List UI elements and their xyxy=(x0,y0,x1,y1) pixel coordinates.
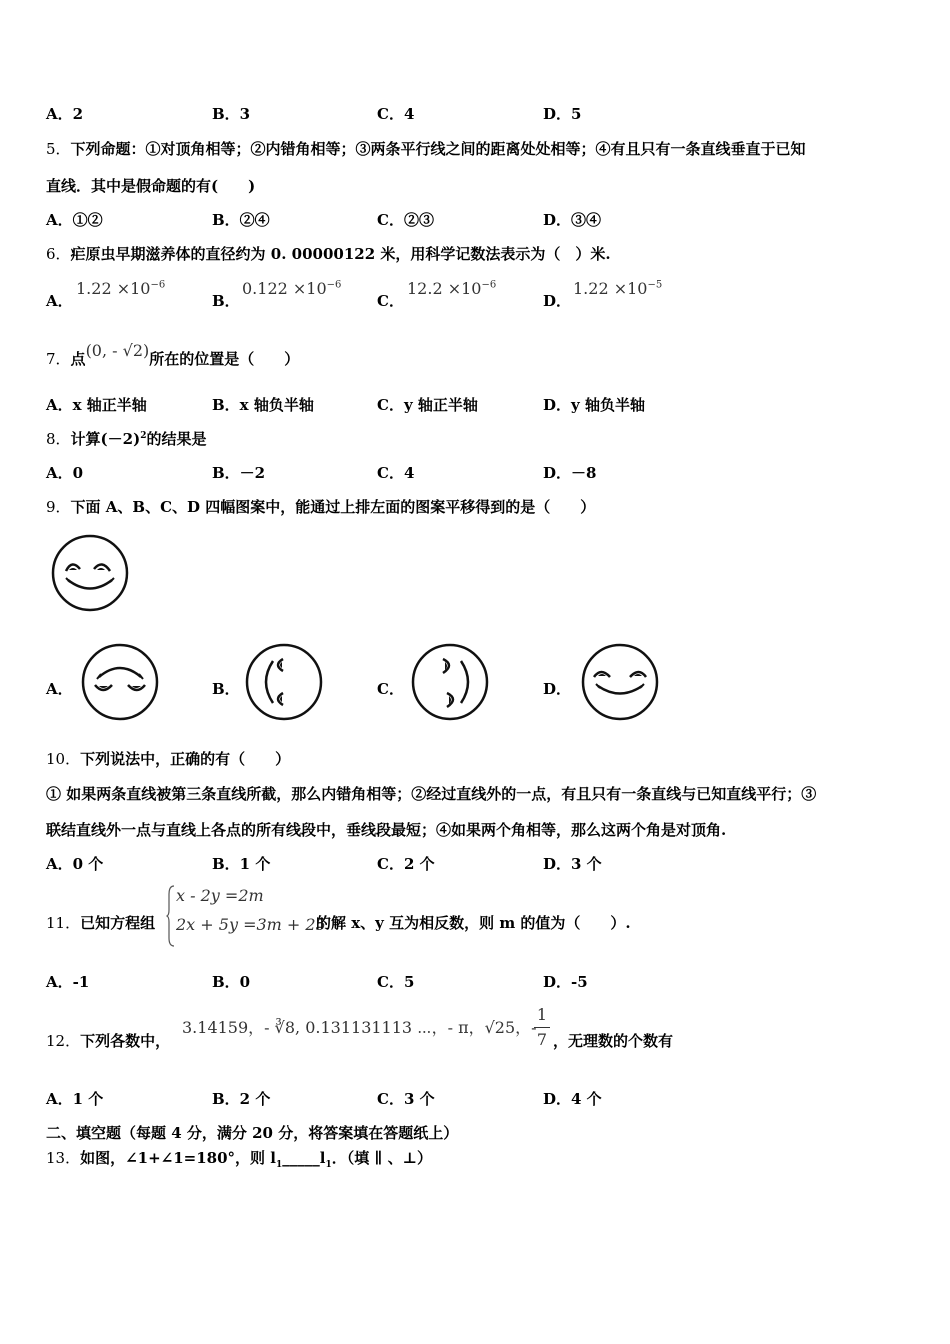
q10-option-c: C．2 个 xyxy=(377,855,435,873)
q10-text: 下列说法中，正确的有（ ） xyxy=(80,750,291,768)
q7-option-a: A．x 轴正半轴 xyxy=(46,396,147,414)
q10-number: 10． xyxy=(46,750,81,768)
q4-option-a: A．2 xyxy=(46,105,84,123)
q11-option-b: B．0 xyxy=(212,973,251,991)
q13-text-a: 如图，∠1+∠1=180°，则 l xyxy=(80,1149,276,1167)
q11-number: 11． xyxy=(46,914,81,932)
q13-subscript-2: 1 xyxy=(325,1160,332,1170)
q5-stem-line2: 直线．其中是假命题的有( ) xyxy=(46,177,256,195)
q9-text: 下面 A、B、C、D 四幅图案中，能通过上排左面的图案平移得到的是（ ） xyxy=(70,498,596,516)
q6-label-a: A． xyxy=(46,292,73,310)
q12-option-b: B．2 个 xyxy=(212,1090,271,1108)
reference-smiley-figure xyxy=(50,533,130,613)
q10-stem xyxy=(46,748,290,769)
q7-option-c: C．y 轴正半轴 xyxy=(377,396,478,414)
q7-pre: 点 xyxy=(70,350,86,368)
q9-label-b: B． xyxy=(212,680,240,698)
q12-fraction-denominator: 7 xyxy=(536,1030,548,1049)
q8-stem xyxy=(46,428,206,449)
q13-number: 13． xyxy=(46,1149,81,1167)
q11-option-d: D．-5 xyxy=(543,973,588,991)
q7-point: (0, - √2) xyxy=(85,341,150,360)
q6-value-d: $1.22 \times 10^{-5}$ xyxy=(573,279,663,298)
q11-pre: 已知方程组 xyxy=(80,914,156,932)
q8-number: 8． xyxy=(46,430,71,448)
q7-stem xyxy=(46,341,300,369)
q12-option-d: D．4 个 xyxy=(543,1090,602,1108)
q8-option-a: A．0 xyxy=(46,464,84,482)
q11-equation-1: x - 2y =2m xyxy=(176,886,264,905)
q9-label-a: A． xyxy=(46,680,73,698)
q8-text-a: 计算(－2) xyxy=(70,430,141,448)
q5-stem-line1 xyxy=(46,138,806,159)
q13-answer-blank: _____ xyxy=(282,1149,320,1167)
q4-option-d: D．5 xyxy=(543,105,582,123)
q5-text: 下列命题：①对顶角相等；②内错角相等；③两条平行线之间的距离处处相等；④有且只有一条直线垂直于已知 xyxy=(70,140,806,158)
q11-stem-post: 的解 x、y 互为相反数，则 m 的值为（ ）. xyxy=(316,914,631,932)
q13-text-b: l xyxy=(319,1149,326,1167)
q9-label-d: D． xyxy=(543,680,572,698)
q10-option-b: B．1 个 xyxy=(212,855,271,873)
q10-statement-line2: 联结直线外一点与直线上各点的所有线段中，垂线段最短；④如果两个角相等，那么这两个角是对顶角. xyxy=(46,821,727,839)
q5-option-a: A．①② xyxy=(46,211,103,229)
q6-value-a: $1.22 \times 10^{-6}$ xyxy=(76,279,166,298)
q12-fraction-numerator: 1 xyxy=(536,1005,548,1024)
q4-option-c: C．4 xyxy=(377,105,415,123)
q12-stem-pre xyxy=(46,1030,170,1051)
q12-number: 12． xyxy=(46,1032,81,1050)
q9-stem xyxy=(46,496,595,517)
q10-statement-line1: ① 如果两条直线被第三条直线所截，那么内错角相等；②经过直线外的一点，有且只有一条直线与已知直线平行；③ xyxy=(46,785,817,803)
q5-option-b: B．②④ xyxy=(212,211,270,229)
q11-equation-2: 2x + 5y =3m + 25 xyxy=(176,915,326,934)
q8-option-c: C．4 xyxy=(377,464,415,482)
q9-label-c: C． xyxy=(377,680,404,698)
q11-brace-icon xyxy=(166,884,176,948)
q7-option-d: D．y 轴负半轴 xyxy=(543,396,645,414)
q9-figure-c-rotated-smiley xyxy=(409,641,491,723)
q13-subscript-1: 1 xyxy=(275,1160,283,1170)
q5-number: 5． xyxy=(46,140,71,158)
q6-label-c: C． xyxy=(377,292,404,310)
q12-pre: 下列各数中， xyxy=(80,1032,171,1050)
q6-number: 6． xyxy=(46,245,71,263)
q13-text-c: ．（填 ∥ 、⊥） xyxy=(331,1149,433,1167)
q11-stem-pre xyxy=(46,912,155,933)
q7-option-b: B．x 轴负半轴 xyxy=(212,396,314,414)
q8-text-b: 的结果是 xyxy=(146,430,207,448)
q8-exponent: 2 xyxy=(140,431,147,441)
q5-option-c: C．②③ xyxy=(377,211,434,229)
q12-number-list: 3.14159，- ∛8, 0.131131113 ⋯，- π，√25，- xyxy=(182,1018,537,1037)
q10-option-d: D．3 个 xyxy=(543,855,602,873)
q11-option-a: A．-1 xyxy=(46,973,90,991)
q7-post: 所在的位置是（ ） xyxy=(149,350,300,368)
q12-option-a: A．1 个 xyxy=(46,1090,104,1108)
q7-number: 7． xyxy=(46,350,71,368)
q6-text: 疟原虫早期滋养体的直径约为 0. 00000122 米，用科学记数法表示为（ ）米. xyxy=(70,245,611,263)
q9-number: 9． xyxy=(46,498,71,516)
q11-option-c: C．5 xyxy=(377,973,415,991)
q8-option-b: B．－2 xyxy=(212,464,266,482)
q6-value-c: $12.2 \times 10^{-6}$ xyxy=(407,279,497,298)
q9-figure-a-upside-down-smiley xyxy=(79,641,161,723)
q12-stem-post: ，无理数的个数有 xyxy=(553,1032,674,1050)
q12-fraction-bar xyxy=(534,1027,550,1028)
q9-figure-d-smiley xyxy=(579,641,661,723)
q9-figure-b-rotated-smiley xyxy=(243,641,325,723)
q6-label-d: D． xyxy=(543,292,572,310)
q10-option-a: A．0 个 xyxy=(46,855,104,873)
q8-option-d: D．－8 xyxy=(543,464,597,482)
q6-label-b: B． xyxy=(212,292,240,310)
q6-value-b: $0.122 \times 10^{-6}$ xyxy=(242,279,342,298)
section-2-heading: 二、填空题（每题 4 分，满分 20 分，将答案填在答题纸上） xyxy=(46,1124,459,1142)
q4-option-b: B．3 xyxy=(212,105,251,123)
q12-option-c: C．3 个 xyxy=(377,1090,435,1108)
q6-stem xyxy=(46,243,611,264)
q13-stem xyxy=(46,1147,432,1170)
q5-option-d: D．③④ xyxy=(543,211,602,229)
